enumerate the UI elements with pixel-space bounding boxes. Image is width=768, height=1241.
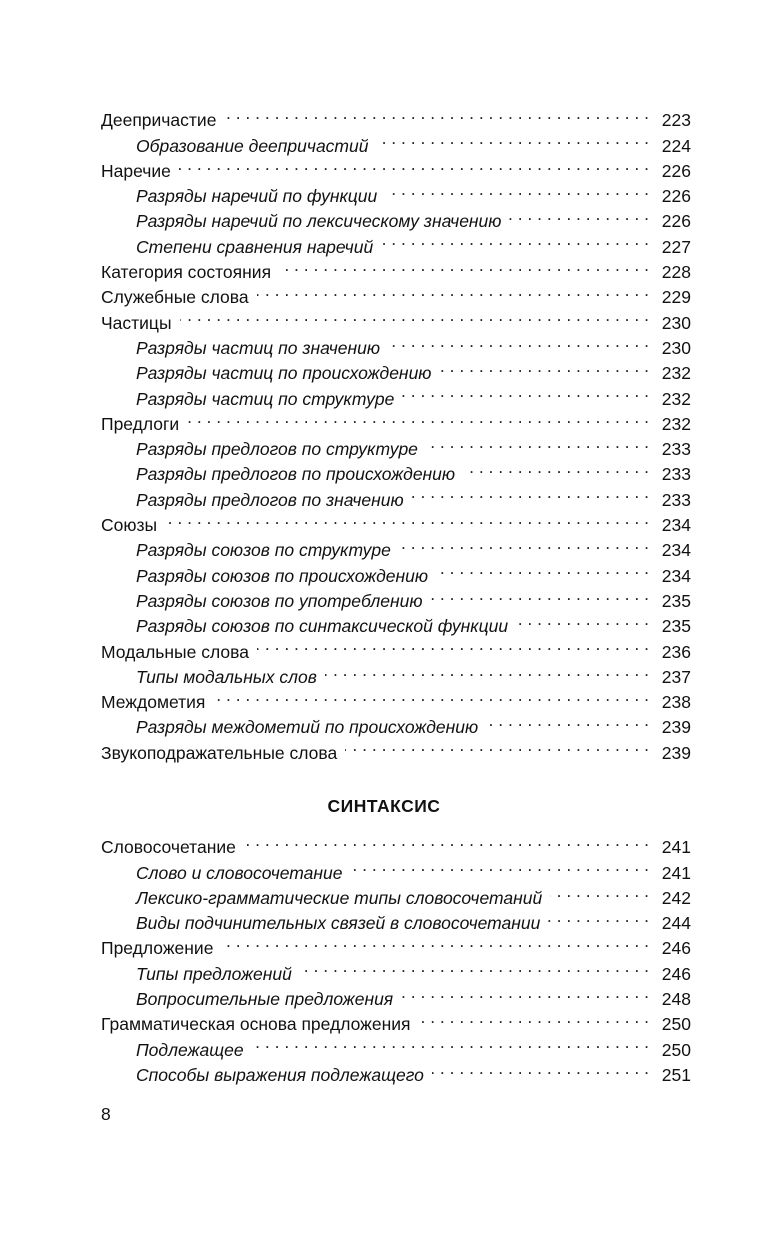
toc-entry-page: 248: [661, 989, 691, 1010]
toc-entry-page: 250: [661, 1039, 691, 1060]
toc-entry-title: Разряды междометий по происхождению: [136, 717, 479, 738]
toc-entry-page: 233: [661, 489, 691, 510]
toc-entry-title: Подлежащее: [136, 1039, 244, 1060]
toc-morphology: [101, 101, 691, 763]
toc-entry-title: Звукоподражательные слова: [101, 742, 338, 763]
toc-entry-page: 228: [661, 262, 691, 283]
toc-entry-title: Разряды частиц по структуре: [136, 388, 395, 409]
toc-entry-page: 229: [661, 287, 691, 308]
toc-entry-title: Виды подчинительных связей в словосочетании: [136, 913, 541, 934]
toc-entry-title: Разряды союзов по синтаксической функции: [136, 616, 509, 637]
page-number: 8: [101, 1104, 111, 1124]
toc-entry-page: 239: [661, 717, 691, 738]
toc-entry-page: 246: [661, 963, 691, 984]
toc-entry-page: 239: [661, 742, 691, 763]
toc-entry-title: Деепричастие: [101, 110, 217, 131]
toc-entry-page: 233: [661, 464, 691, 485]
toc-entry-title: Образование деепричастий: [136, 135, 369, 156]
toc-entry: [101, 828, 691, 858]
toc-entry-page: 226: [661, 211, 691, 232]
toc-entry-title: Предлоги: [101, 413, 180, 434]
toc-entry-page: 224: [661, 135, 691, 156]
toc-entry-page: 242: [661, 887, 691, 908]
toc-entry-title: Разряды предлогов по значению: [136, 489, 404, 510]
toc-entry-page: 244: [661, 913, 691, 934]
toc-entry-title: Междометия: [101, 692, 206, 713]
toc-entry-title: Словосочетание: [101, 837, 236, 858]
toc-entry-title: Наречие: [101, 160, 171, 181]
toc-entry-page: 237: [661, 666, 691, 687]
toc-entry-title: Типы предложений: [136, 963, 292, 984]
toc-entry-page: 223: [661, 110, 691, 131]
toc-entry-page: 246: [661, 938, 691, 959]
toc-entry-page: 232: [661, 388, 691, 409]
toc-entry-page: 241: [661, 837, 691, 858]
toc-entry-title: Союзы: [101, 515, 158, 536]
toc-entry-title: Разряды предлогов по структуре: [136, 439, 418, 460]
toc-entry-title: Слово и словосочетание: [136, 862, 343, 883]
toc-entry-title: Вопросительные предложения: [136, 989, 394, 1010]
toc-entry-title: Грамматическая основа предложения: [101, 1014, 411, 1035]
toc-entry-title: Разряды союзов по употреблению: [136, 590, 423, 611]
toc-entry-page: 236: [661, 641, 691, 662]
toc-entry-title: Лексико-грамматические типы словосочетаний: [136, 887, 543, 908]
toc-entry-title: Разряды наречий по функции: [136, 186, 378, 207]
toc-entry: [101, 101, 691, 131]
toc-entry-page: 235: [661, 590, 691, 611]
toc-entry-title: Разряды союзов по происхождению: [136, 565, 429, 586]
toc-entry-page: 241: [661, 862, 691, 883]
toc-entry-page: 238: [661, 692, 691, 713]
toc-entry-title: Модальные слова: [101, 641, 249, 662]
toc-entry-page: 251: [661, 1064, 691, 1085]
toc-entry-page: 230: [661, 312, 691, 333]
toc-syntax: [101, 828, 691, 1085]
toc-entry: [101, 152, 691, 181]
toc-entry-title: Степени сравнения наречий: [136, 236, 374, 257]
toc-entry-page: 232: [661, 363, 691, 384]
toc-entry-title: Категория состояния: [101, 262, 272, 283]
toc-entry-title: Служебные слова: [101, 287, 249, 308]
toc-entry-title: Способы выражения подлежащего: [136, 1064, 424, 1085]
toc-entry-title: Предложение: [101, 938, 214, 959]
toc-entry-page: 226: [661, 186, 691, 207]
toc-entry-title: Частицы: [101, 312, 172, 333]
toc-entry-page: 234: [661, 515, 691, 536]
toc-entry-title: Разряды союзов по структуре: [136, 540, 391, 561]
toc-entry-page: 232: [661, 413, 691, 434]
toc-entry-page: 226: [661, 160, 691, 181]
toc-entry-title: Типы модальных слов: [136, 666, 317, 687]
toc-entry-page: 234: [661, 540, 691, 561]
toc-entry-page: 250: [661, 1014, 691, 1035]
toc-entry-title: Разряды наречий по лексическому значению: [136, 211, 502, 232]
toc-entry-page: 234: [661, 565, 691, 586]
toc-entry-page: 235: [661, 616, 691, 637]
toc-entry-title: Разряды частиц по происхождению: [136, 363, 432, 384]
toc-entry-page: 233: [661, 439, 691, 460]
dot-leader: [432, 1056, 649, 1089]
toc-entry-page: 230: [661, 337, 691, 358]
toc-entry: [101, 506, 691, 536]
toc-entry-title: Разряды частиц по значению: [136, 337, 381, 358]
toc-entry: [101, 303, 691, 333]
dot-leader: [345, 733, 649, 766]
toc-entry-title: Разряды предлогов по происхождению: [136, 464, 456, 485]
toc-entry: [101, 405, 691, 434]
toc-entry-page: 227: [661, 236, 691, 257]
section-heading-syntax: СИНТАКСИС: [327, 796, 441, 816]
